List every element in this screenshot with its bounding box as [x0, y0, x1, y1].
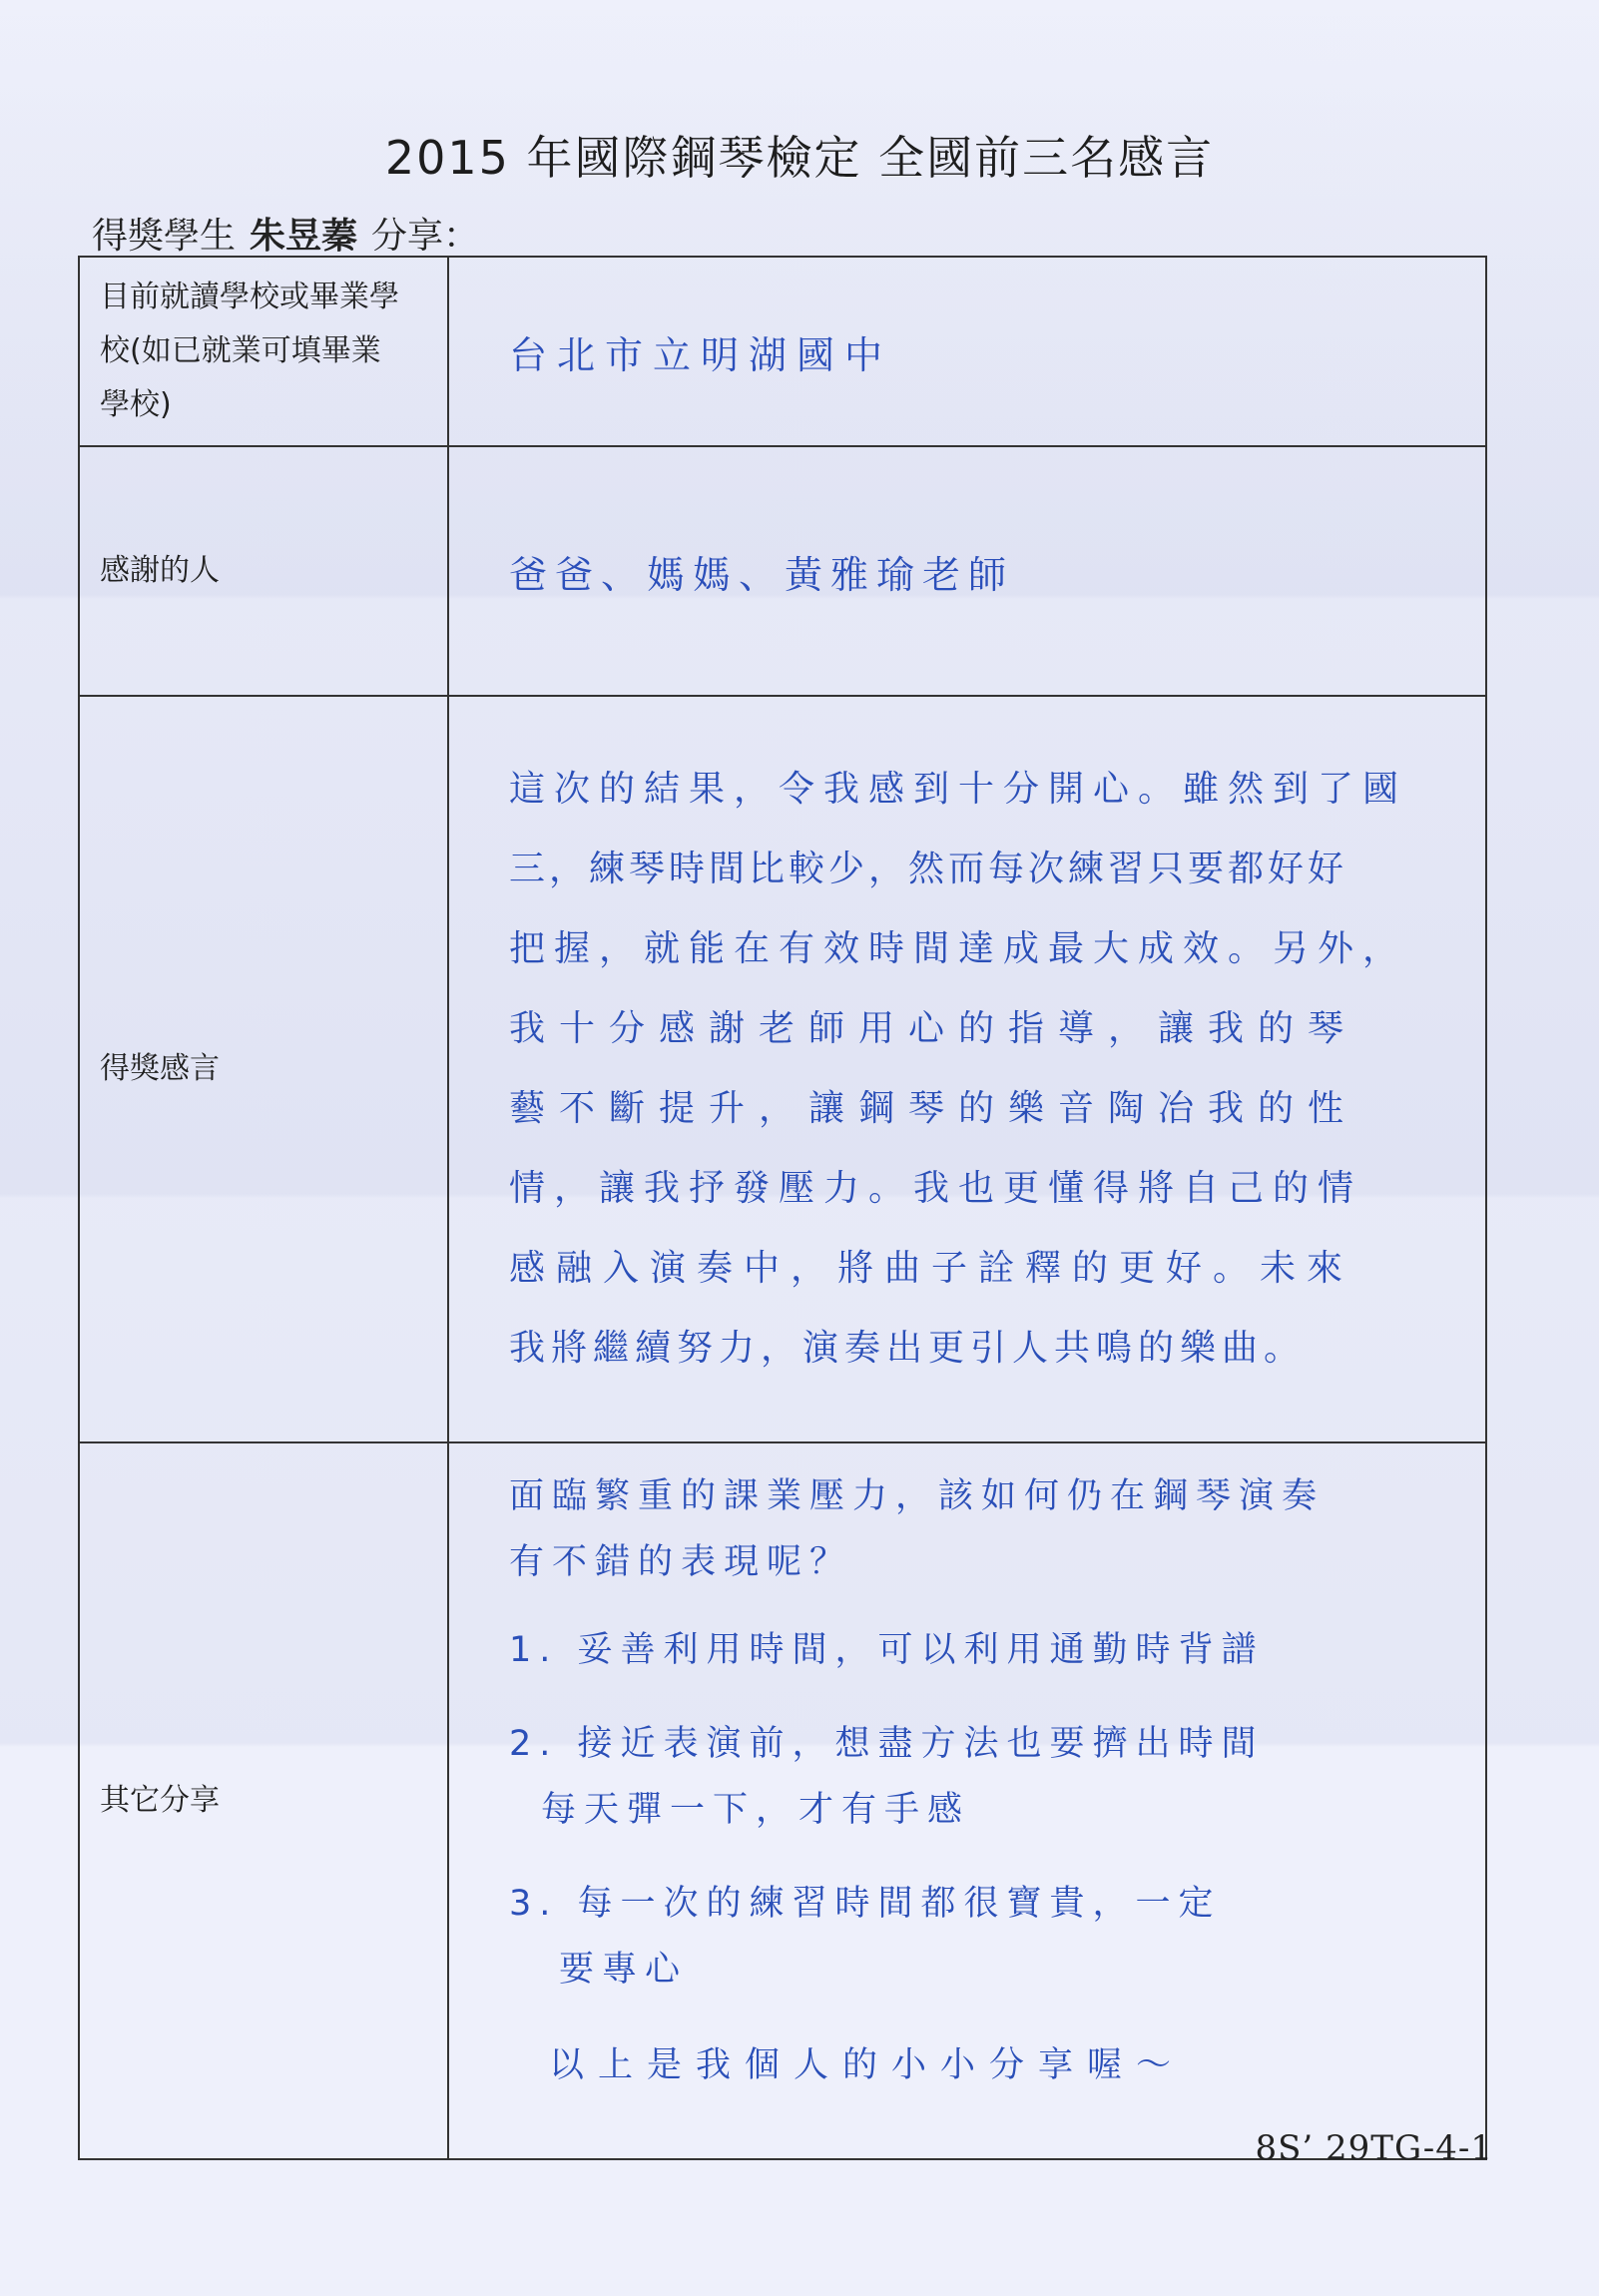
- share-line: 面臨繁重的課業壓力，該如何仍在鋼琴演奏: [509, 1476, 1326, 1516]
- student-suffix: 分享：: [371, 216, 480, 257]
- thanks-label: 感謝的人: [79, 446, 448, 696]
- speech-label: 得獎感言: [79, 696, 448, 1442]
- student-name: 朱昱蓁: [250, 215, 358, 257]
- share-line: 以上是我個人的小小分享喔～: [549, 2045, 1186, 2085]
- document-code: 8S’ 29TG-4-1: [1255, 2128, 1493, 2168]
- share-line: 2. 接近表演前，想盡方法也要擠出時間: [509, 1724, 1265, 1764]
- row-speech: [79, 696, 1486, 1442]
- row-other: [79, 1442, 1486, 2159]
- share-line: 要專心: [559, 1950, 689, 1990]
- speech-line: 我十分感謝老師用心的指導，讓我的琴: [509, 1008, 1358, 1049]
- speech-line: 感融入演奏中，將曲子詮釋的更好。未來: [509, 1248, 1354, 1289]
- row-thanks: [79, 446, 1486, 696]
- speech-value: [448, 696, 1486, 1442]
- speech-line: 這次的結果，令我感到十分開心。雖然到了國: [509, 769, 1408, 810]
- speech-line: 情，讓我抒發壓力。我也更懂得將自己的情: [509, 1168, 1363, 1209]
- share-line: 1. 妥善利用時間，可以利用通勤時背譜: [509, 1630, 1265, 1670]
- share-line: 有不錯的表現呢？: [509, 1542, 853, 1582]
- student-prefix: 得獎學生: [92, 216, 237, 257]
- speech-line: 我將繼續努力，演奏出更引人共鳴的樂曲。: [509, 1328, 1307, 1369]
- speech-line: 把握，就能在有效時間達成最大成效。另外，: [509, 928, 1408, 969]
- thanks-value-text: 爸爸、媽媽、黃雅瑜老師: [509, 552, 1015, 597]
- school-value-text: 台北市立明湖國中: [509, 332, 893, 377]
- student-line: [92, 208, 479, 259]
- other-value: [448, 1442, 1486, 2159]
- page-title: 2015 年國際鋼琴檢定 全國前三名感言: [384, 131, 1215, 185]
- thanks-value: [448, 446, 1486, 696]
- award-form-table: [78, 256, 1487, 2160]
- other-label: 其它分享: [79, 1442, 448, 2159]
- school-value: [448, 257, 1486, 446]
- speech-line: 藝不斷提升，讓鋼琴的樂音陶冶我的性: [509, 1088, 1358, 1129]
- share-line: 3. 每一次的練習時間都很寶貴，一定: [509, 1884, 1222, 1924]
- row-school: [79, 257, 1486, 446]
- speech-line: 三，練琴時間比較少，然而每次練習只要都好好: [509, 849, 1348, 889]
- school-label: 目前就讀學校或畢業學校(如已就業可填畢業學校): [79, 257, 448, 446]
- share-line: 每天彈一下，才有手感: [541, 1790, 971, 1830]
